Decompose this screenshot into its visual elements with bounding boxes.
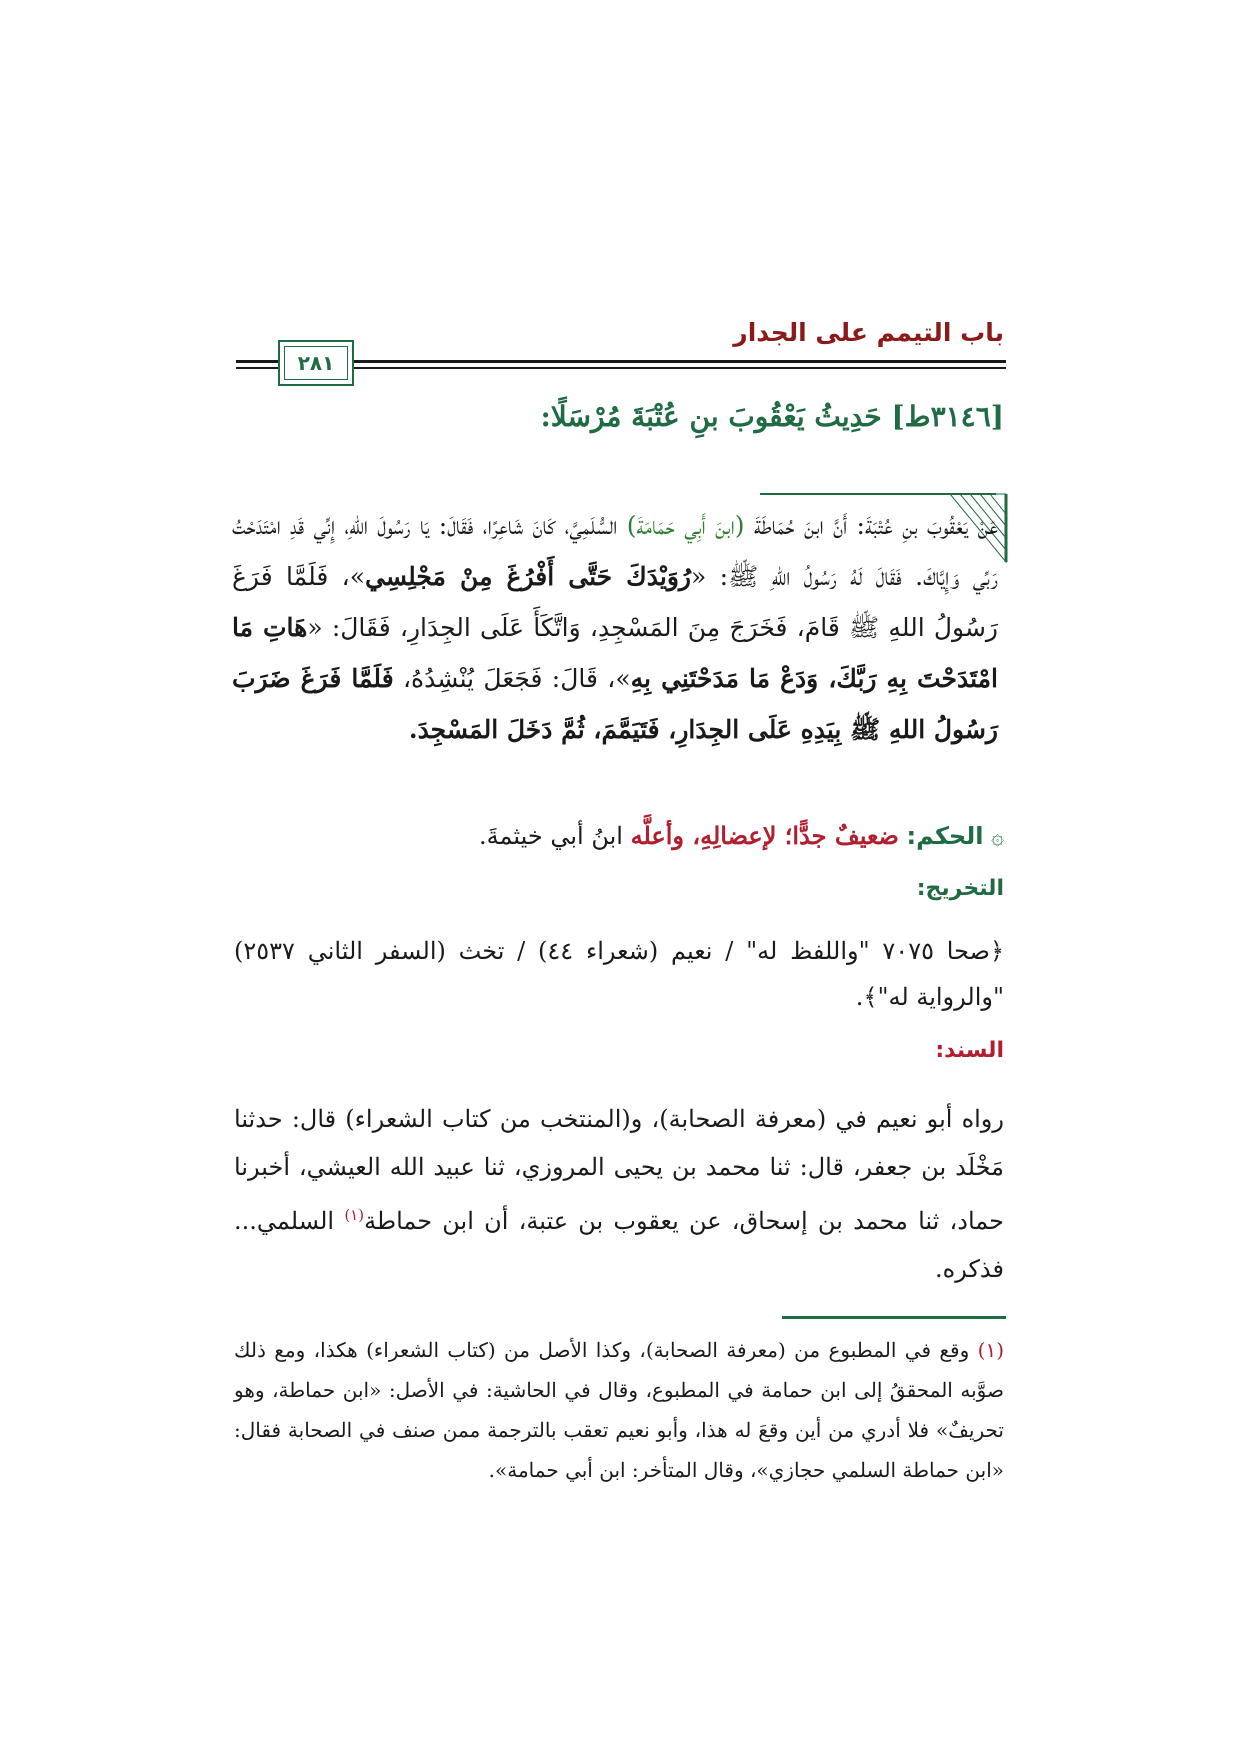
- page-number-frame: [278, 340, 354, 386]
- footnote-text: وقع في المطبوع من (معرفة الصحابة)، وكذا الأصل من (كتاب الشعراء) هكذا، ومع ذلك صوَّبه المحققُ إلى ابن حمامة في المطبوع، وقال في الحاشية: في الأصل: «ابن حماطة، وهو تحريفٌ» فلا أدري من أين وقعَ له هذا، وأبو نعيم تعقب بالترجمة ممن صنف في الصحابة فقال: «ابن حماطة السلمي حجازي»، وقال المتأخر: ابن أبي حمامة».: [234, 1338, 1004, 1482]
- hadith-part-4: »، قَالَ: فَجَعَلَ يُنْشِدُهُ،: [393, 664, 631, 693]
- footnote-separator: [782, 1316, 1006, 1319]
- section-number: [٣١٤٦ط]: [891, 400, 1004, 433]
- sanad-text-end: السلمي... فذكره.: [234, 1207, 1004, 1283]
- hadith-ending: فَلَمَّا فَرَغَ ضَرَبَ رَسُولُ اللهِ ﷺ بِيَدِهِ عَلَى الجِدَارِ، فَتَيَمَّمَ، ثُمَّ دَخَلَ المَسْجِدَ.: [232, 664, 998, 744]
- hadith-quote-1: رُوَيْدَكَ حَتَّى أَفْرُغَ مِنْ مَجْلِسِي: [365, 562, 692, 591]
- section-title-text: حَدِيثُ يَعْقُوبَ بنِ عُتْبَةَ مُرْسَلًا:: [540, 400, 882, 433]
- hadith-text: [232, 500, 998, 755]
- footnote-reference[interactable]: (١): [344, 1206, 365, 1224]
- sanad-text: رواه أبو نعيم في (معرفة الصحابة)، و(المنتخب من كتاب الشعراء) قال: حدثنا مَخْلَد بن جعفر، قال: ثنا محمد بن يحيى المروزي، ثنا عبيد الله العيشي، أخبرنا حماد، ثنا محمد بن إسحاق، عن يعقوب بن عتبة، أن ابن حماطة: [234, 1105, 1005, 1235]
- ruling-label: الحكم:: [906, 822, 984, 850]
- sanad-heading: السند:: [935, 1038, 1004, 1063]
- section-heading: [234, 400, 1004, 433]
- ruling-rest: ابنُ أبي خيثمةَ.: [479, 822, 623, 850]
- flower-ornament-icon: ۞: [991, 825, 1004, 850]
- hadith-part-2: السُّلَمِيَّ، كَانَ شَاعِرًا، فَقَالَ: يَا رَسُولَ اللهِ، إِنِّي قَدِ امْتَدَحْتُ رَبِّي وَإِيَّاكَ. فَقَالَ لَهُ رَسُولُ اللهِ ﷺ: «: [232, 511, 998, 591]
- footnote: [234, 1330, 1004, 1490]
- hadith-part-3: »، فَلَمَّا فَرَغَ رَسُولُ اللهِ ﷺ قَامَ، فَخَرَجَ مِنَ المَسْجِدِ، وَاتَّكَأَ عَلَى الجِدَارِ، فَقَالَ: «: [232, 562, 998, 642]
- footnote-number: (١): [977, 1338, 1004, 1362]
- page-number: ٢٨١: [297, 351, 335, 375]
- running-header-title: باب التيمم على الجدار: [733, 318, 1004, 347]
- hadith-quote-2: هَاتِ مَا امْتَدَحْتَ بِهِ رَبَّكَ، وَدَعْ مَا مَدَحْتَنِي بِهِ: [232, 613, 998, 693]
- hadith-part-1: عَنْ يَعْقُوبَ بنِ عُتْبَةَ: أَنَّ ابنَ حُمَاطَةَ: [753, 511, 999, 540]
- takhrij-heading: التخريج:: [916, 876, 1004, 901]
- sanad-paragraph: [234, 1095, 1004, 1293]
- hadith-alt-name: (ابنَ أَبِي حَمَامَةَ): [626, 511, 745, 540]
- ruling-line: [234, 816, 1004, 858]
- takhrij-text: ﴿صحا ٧٠٧٥ "واللفظ له" / نعيم (شعراء ٤٤) / تخث (السفر الثاني ٢٥٣٧) "والرواية له"﴾.: [234, 937, 1004, 1011]
- ruling-verdict: ضعيفٌ جدًّا؛ لإعضالِهِ، وأعلَّه: [630, 821, 899, 850]
